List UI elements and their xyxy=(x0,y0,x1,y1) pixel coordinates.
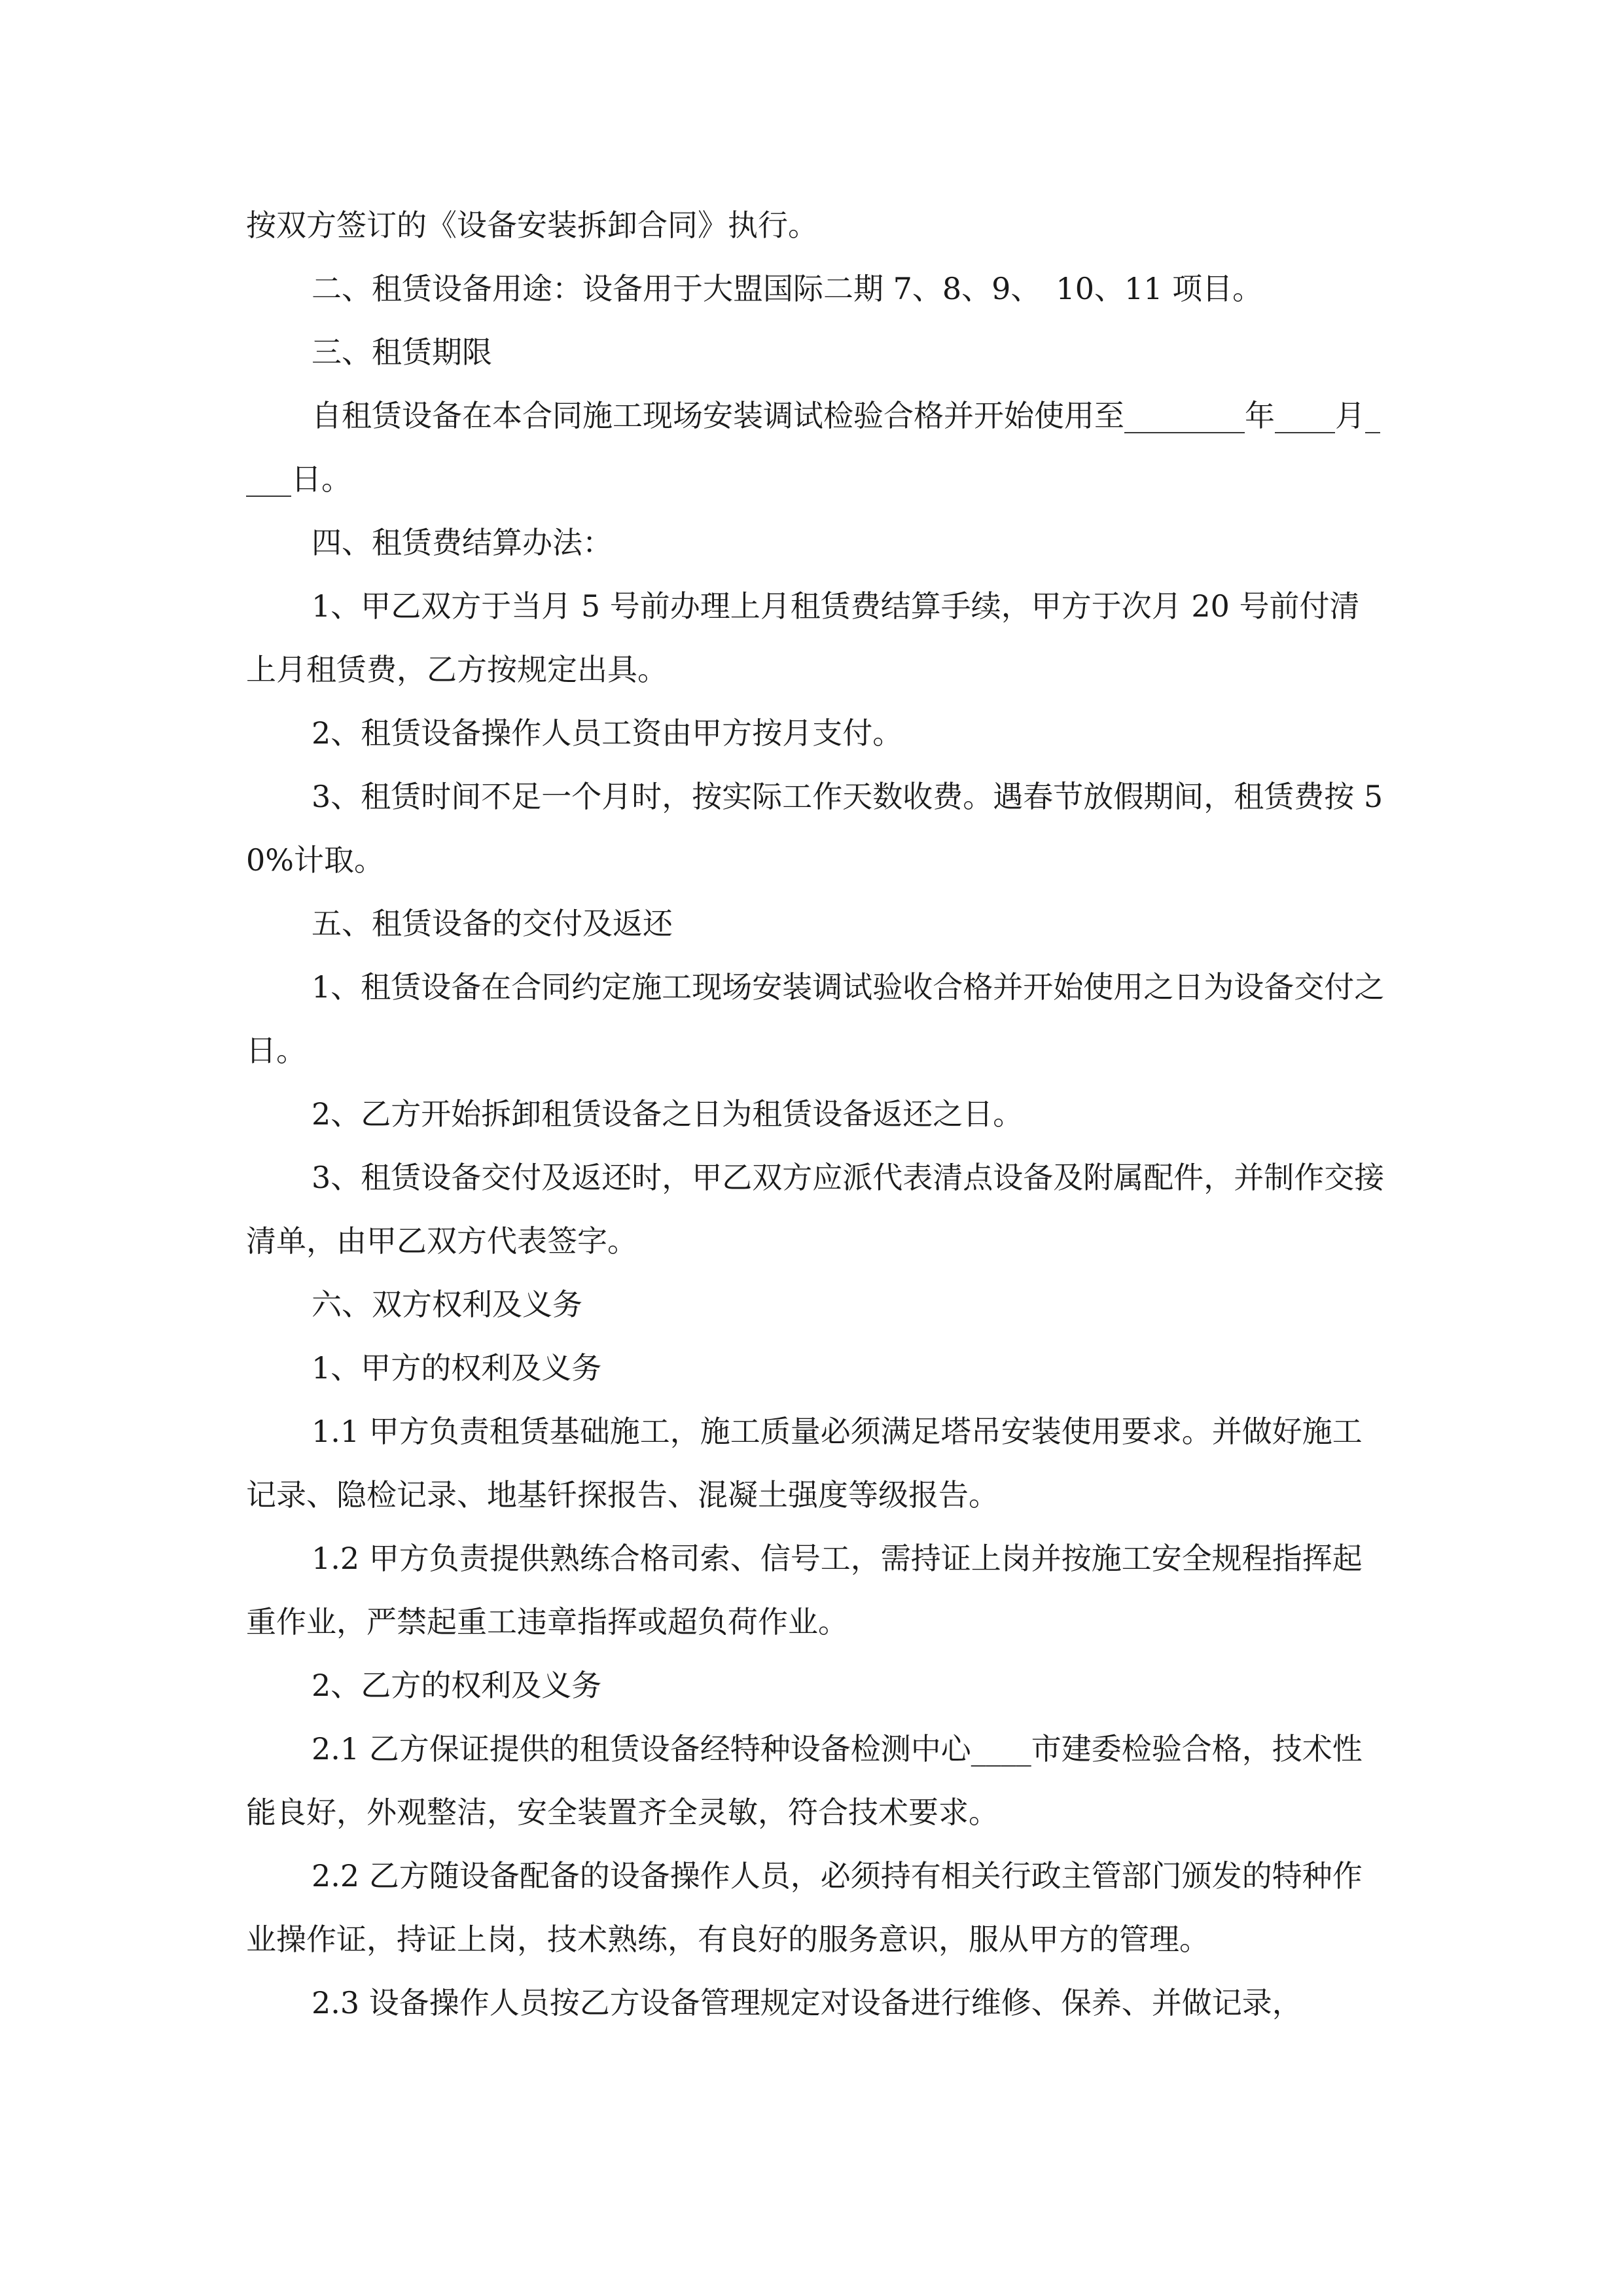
clause-3-heading: 三、租赁期限 xyxy=(312,334,492,370)
paragraph: 2、乙方开始拆卸租赁设备之日为租赁设备返还之日。 xyxy=(312,1096,1024,1132)
paragraph: 自租赁设备在本合同施工现场安装调试检验合格并开始使用至________年____月____日。 xyxy=(246,398,1380,497)
paragraph: 1、甲乙双方于当月 5 号前办理上月租赁费结算手续，甲方于次月 20 号前付清上月租赁费，乙方按规定出具。 xyxy=(246,588,1360,687)
subclause-heading: 1、甲方的权利及义务 xyxy=(312,1350,602,1386)
paragraph: 3、租赁设备交付及返还时，甲乙双方应派代表清点设备及附属配件，并制作交接清单，由甲乙双方代表签字。 xyxy=(246,1160,1385,1259)
subclause-heading: 2、乙方的权利及义务 xyxy=(312,1668,602,1703)
paragraph: 2、租赁设备操作人员工资由甲方按月支付。 xyxy=(312,715,903,751)
clause-2-heading: 二、租赁设备用途：设备用于大盟国际二期 7、8、9、 10、11 项目。 xyxy=(312,271,1263,306)
paragraph: 1.1 甲方负责租赁基础施工，施工质量必须满足塔吊安装使用要求。并做好施工记录、隐检记录、地基钎探报告、混凝土强度等级报告。 xyxy=(246,1414,1363,1513)
paragraph: 2.1 乙方保证提供的租赁设备经特种设备检测中心____市建委检验合格，技术性能良好，外观整洁，安全装置齐全灵敏，符合技术要求。 xyxy=(246,1731,1363,1830)
paragraph: 1、租赁设备在合同约定施工现场安装调试验收合格并开始使用之日为设备交付之日。 xyxy=(246,969,1385,1068)
clause-4-heading: 四、租赁费结算办法： xyxy=(312,525,613,560)
clause-6-heading: 六、双方权利及义务 xyxy=(312,1287,582,1322)
clause-5-heading: 五、租赁设备的交付及返还 xyxy=(312,906,673,941)
paragraph: 按双方签订的《设备安装拆卸合同》执行。 xyxy=(246,207,818,243)
paragraph: 2.2 乙方随设备配备的设备操作人员，必须持有相关行政主管部门颁发的特种作业操作证，持证上岗，技术熟练，有良好的服务意识，服从甲方的管理。 xyxy=(246,1858,1363,1957)
paragraph: 3、租赁时间不足一个月时，按实际工作天数收费。遇春节放假期间，租赁费按 50%计取。 xyxy=(246,779,1383,878)
document-body xyxy=(246,194,1385,2035)
paragraph: 2.3 设备操作人员按乙方设备管理规定对设备进行维修、保养、并做记录， xyxy=(312,1985,1302,2020)
paragraph: 1.2 甲方负责提供熟练合格司索、信号工，需持证上岗并按施工安全规程指挥起重作业，严禁起重工违章指挥或超负荷作业。 xyxy=(246,1541,1363,1640)
